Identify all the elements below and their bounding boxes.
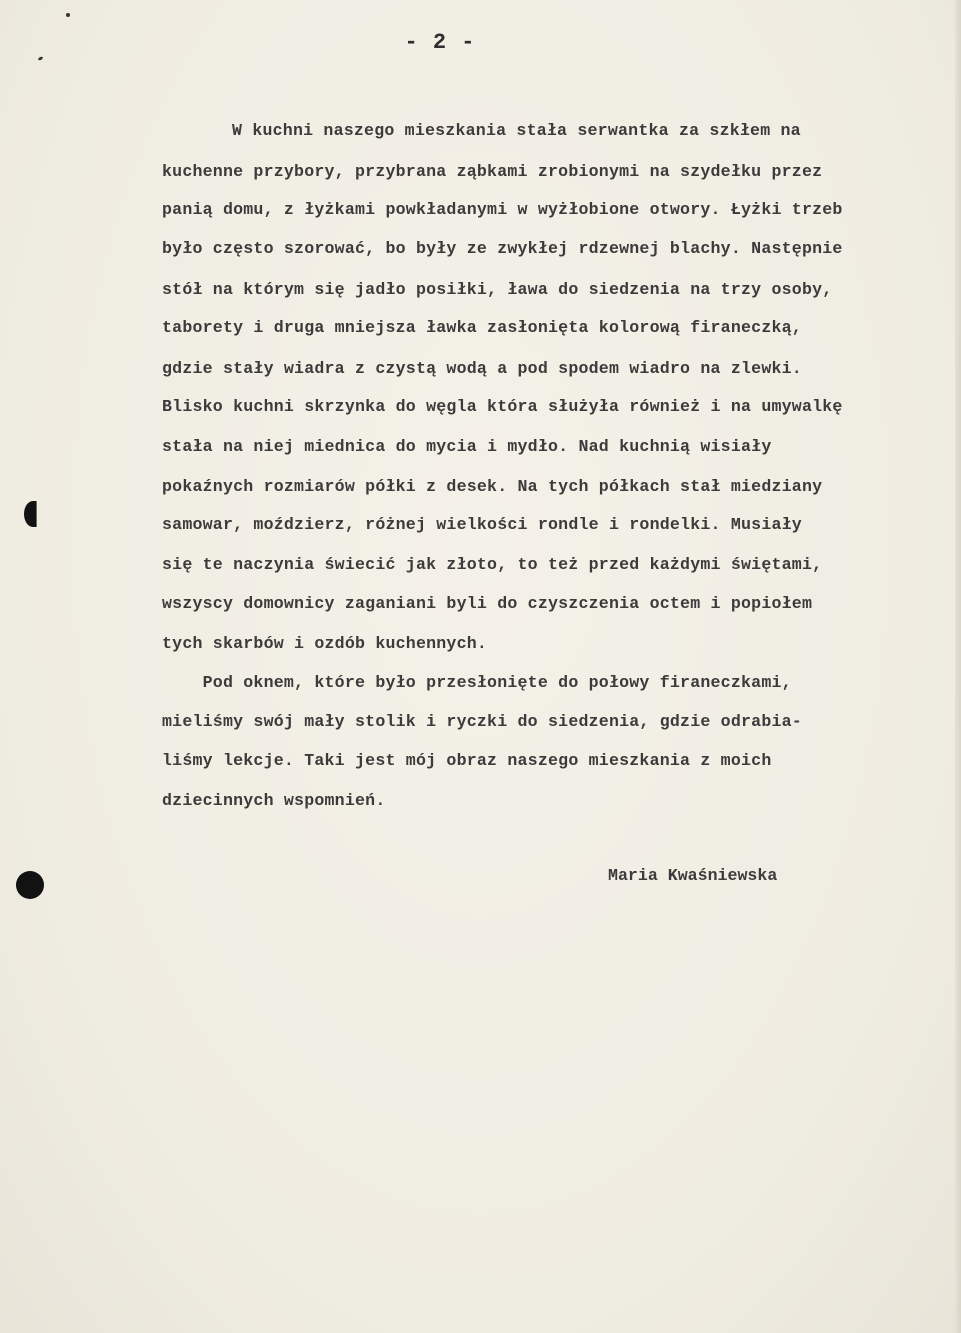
- punch-hole: [24, 501, 42, 527]
- text-line: się te naczynia świecić jak złoto, to też przed każdymi świętami,: [162, 555, 823, 574]
- text-line: stół na którym się jadło posiłki, ława do siedzenia na trzy osoby,: [162, 280, 833, 299]
- text-line: dziecinnych wspomnień.: [162, 791, 386, 810]
- paper-speck: [38, 56, 44, 61]
- paper-edge: [955, 0, 961, 1333]
- text-line: liśmy lekcje. Taki jest mój obraz naszego mieszkania z moich: [162, 751, 772, 770]
- text-line: stała na niej miednica do mycia i mydło. Nad kuchnią wisiały: [162, 437, 772, 456]
- text-line: było często szorować, bo były ze zwykłej rdzewnej blachy. Następnie: [162, 239, 843, 258]
- text-line: panią domu, z łyżkami powkładanymi w wyżłobione otwory. Łyżki trzeb: [162, 200, 843, 219]
- text-line: mieliśmy swój mały stolik i ryczki do siedzenia, gdzie odrabia-: [162, 712, 802, 731]
- text-line: W kuchni naszego mieszkania stała serwantka za szkłem na: [232, 121, 801, 140]
- page-number: - 2 -: [404, 30, 476, 55]
- punch-hole: [16, 871, 44, 899]
- paper-speck: [66, 13, 70, 17]
- text-line: tych skarbów i ozdób kuchennych.: [162, 634, 488, 653]
- text-line: pokaźnych rozmiarów półki z desek. Na tych półkach stał miedziany: [162, 477, 823, 496]
- text-line: taborety i druga mniejsza ławka zasłonięta kolorową firaneczką,: [162, 318, 802, 337]
- text-line: Pod oknem, które było przesłonięte do połowy firaneczkami,: [162, 673, 792, 692]
- text-line: samowar, moździerz, różnej wielkości rondle i rondelki. Musiały: [162, 515, 802, 534]
- text-line: gdzie stały wiadra z czystą wodą a pod spodem wiadro na zlewki.: [162, 359, 802, 378]
- text-line: wszyscy domownicy zaganiani byli do czyszczenia octem i popiołem: [162, 594, 813, 613]
- text-line: Blisko kuchni skrzynka do węgla która służyła również i na umywalkę: [162, 397, 843, 416]
- text-line: kuchenne przybory, przybrana ząbkami zrobionymi na szydełku przez: [162, 162, 823, 181]
- author-signature: Maria Kwaśniewska: [608, 866, 778, 885]
